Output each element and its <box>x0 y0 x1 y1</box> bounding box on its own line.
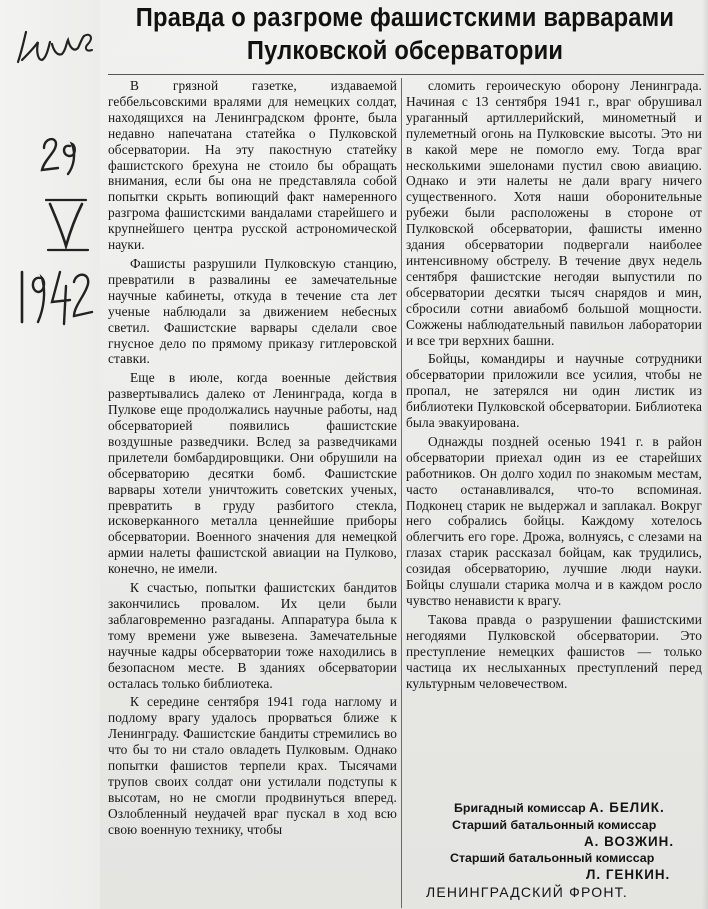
handwritten-date-note <box>8 10 98 350</box>
paragraph: Бойцы, командиры и научные сотрудники обсерватории приложили все усилия, чтобы не пропал, не затерялся ни один листик из библиотеки Пулковской обсерватории. Библиотека была эвакуирована. <box>406 351 702 431</box>
signature-2-rank-line <box>406 817 702 834</box>
signature-rank: Старший батальонный комиссар <box>450 850 655 865</box>
article-headline <box>131 2 680 68</box>
signature-name: А. БЕЛИК. <box>589 800 665 815</box>
signature-3-name-line <box>406 867 702 883</box>
headline-rule <box>108 74 704 75</box>
signature-rank: Бригадный комиссар <box>454 801 586 815</box>
signature-block <box>406 800 702 900</box>
paper-edge <box>702 0 708 909</box>
headline-line-2: Пулковской обсерватории <box>246 37 564 65</box>
paragraph: сломить героическую оборону Ленинграда. Начиная с 13 сентября 1941 г., враг обрушивал ураганный артиллерийский, минометный и пулеметный огонь на Пулковские высоты. Это ни в какой мере не помогло ему. Тогда враг несколькими эшелонами пустил свою авиацию. Однако и эти налеты не дали врагу ничего существенного. Хотя наши оборонительные рубежи были расположены в стороне от Пулковской обсерватории, фашисты именно здания обсерватории подвергали наиболее интенсивному обстрелу. В течение двух недель сентября фашистские негодяи выпустили по обсерватории десятки тысяч снарядов и мин, сбросили сотни авиабомб большой мощности. Сожжены наблюдательный павильон лаборатории и все три верхних башни. <box>406 78 702 348</box>
paragraph: Такова правда о разрушении фашистскими негодяями Пулковской обсерватории. Это преступление немецких фашистов — только частица их неслыханных преступлений перед культурным человечеством. <box>406 611 702 691</box>
paragraph: Еще в июле, когда военные действия развертывались далеко от Ленинграда, когда в Пулкове еще продолжались научные работы, над обсерваторией появились фашистские воздушные разведчики. Вслед за разведчиками прилетели бомбардировщики. Они обрушили на обсерваторию десятки бомб. Фашистские варвары хотели уничтожить советских ученых, превратить в груду разбитого стекла, исковерканного металла ценнейшие приборы обсерватории. Военного значения для немецкой армии налеты фашистской авиации на Пулково, конечно, не имели. <box>108 370 397 577</box>
paragraph: Однажды поздней осенью 1941 г. в район обсерватории приехал один из ее старейших работников. Он долго ходил по знакомым местам, часто останавливался, что-то вспоминая. Подконец старик не выдержал и заплакал. Вокруг него собрались бойцы. Каждому хотелось облегчить его горе. Дрожа, волнуясь, с слезами на глазах старик рассказал бойцам, как трудились, созидая обсерваторию, лучшие люди науки. Бойцы слушали старика молча и в каждом росло чувство ненависти к врагу. <box>406 433 702 608</box>
signature-rank: Старший батальонный комиссар <box>452 817 657 832</box>
signature-2-name-line <box>406 834 702 850</box>
paragraph: К середине сентября 1941 года наглому и подлому врагу удалось прорваться ближе к Ленинграду. Фашистские бандиты стремились во что бы то ни стало овладеть Пулковым. Однако попытки фашистов терпели крах. Тысячами трупов своих солдат они устилали подступы к высотам, но не смогли продвинуться вперед. Озлобленный неудачей враг пускал в ход всю свою военную технику, чтобы <box>108 694 397 837</box>
paragraph: К счастью, попытки фашистских бандитов закончились провалом. Их цели были заблаговременно разгаданы. Аппаратура была к тому времени уже вывезена. Замечательные научные кадры обсерватории тоже находились в безопасном месте. В зданиях обсерватории осталась только библиотека. <box>108 580 397 691</box>
signature-1 <box>406 800 702 817</box>
column-divider <box>401 78 402 908</box>
headline-line-1: Правда о разгроме фашистскими варварами <box>135 4 675 32</box>
signature-name: А. ВОЗЖИН. <box>584 833 675 849</box>
signature-name: Л. ГЕНКИН. <box>586 866 671 882</box>
signature-3-rank-line <box>406 850 702 867</box>
article-column-right <box>406 78 702 694</box>
paragraph: В грязной газетке, издаваемой геббельсовскими вралями для немецких солдат, находящихся на Ленинградском фронте, была недавно напечатана статейка о Пулковской обсерватории. На эту пакостную статейку фашистского брехуна не стоило бы обращать внимания, если бы она не представляла собой попытки скрыть вопиющий факт намеренного разгрома фашистскими вандалами старейшего и крупнейшего центра русской астрономической науки. <box>108 78 397 253</box>
front-dateline: ЛЕНИНГРАДСКИЙ ФРОНТ. <box>426 883 628 900</box>
article-column-left <box>108 78 397 841</box>
paragraph: Фашисты разрушили Пулковскую станцию, превратили в развалины ее замечательные научные кабинеты, откуда в течение ста лет ученые наблюдали за движением небесных светил. Фашистские варвары сделали свое гнусное дело по прямому приказу гитлеровской ставки. <box>108 255 397 367</box>
